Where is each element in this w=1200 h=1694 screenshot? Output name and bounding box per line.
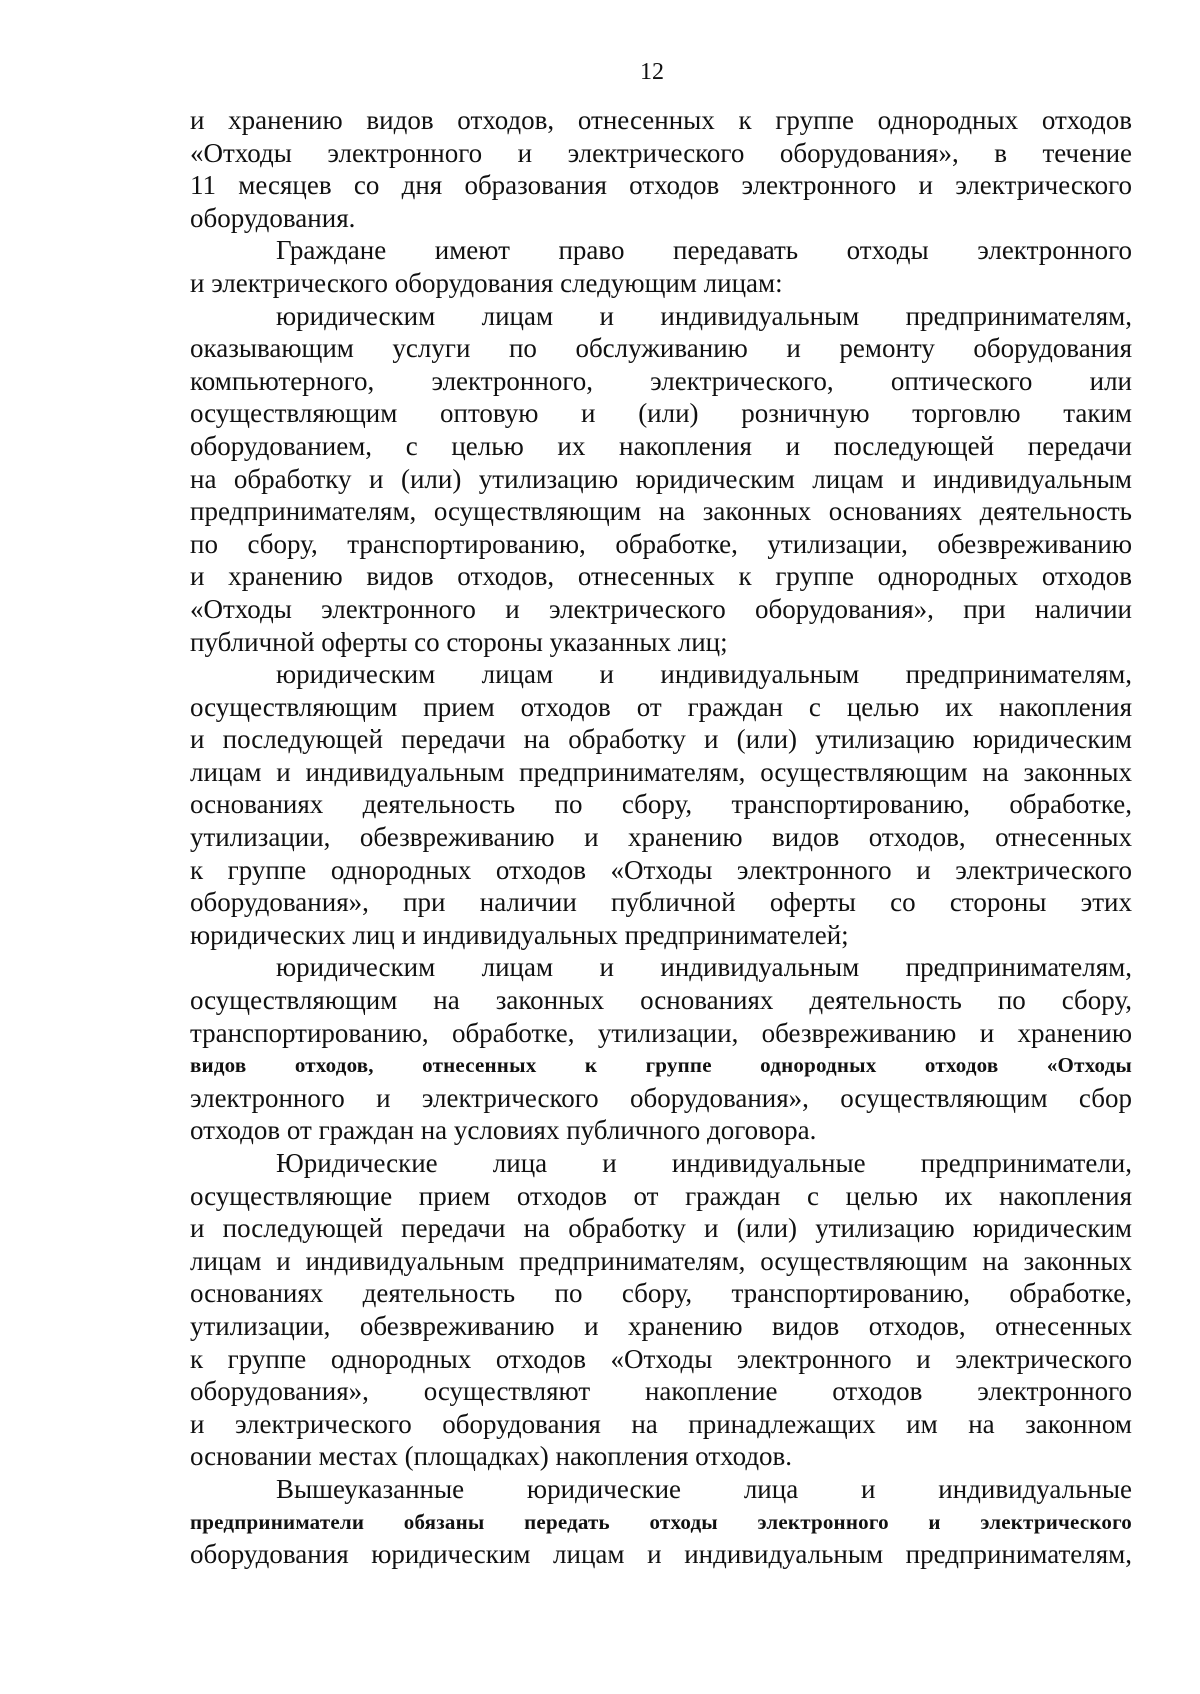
page-number: 12 xyxy=(640,59,664,85)
text-line: осуществляющим оптовую и (или) розничную торговлю таким xyxy=(190,398,1132,429)
text-line: 11 месяцев со дня образования отходов электронного и электрического xyxy=(190,170,1132,201)
text-line: основании местах (площадках) накопления отходов. xyxy=(190,1441,793,1472)
text-line: на обработку и (или) утилизацию юридическим лицам и индивидуальным xyxy=(190,463,1132,494)
text-line: «Отходы электронного и электрического оборудования», при наличии xyxy=(190,593,1132,624)
text-line: и хранению видов отходов, отнесенных к группе однородных отходов xyxy=(190,105,1132,135)
text-line: предприниматели обязаны передать отходы электронного и электрического xyxy=(190,1509,1132,1534)
text-line: транспортированию, обработке, утилизации, обезвреживанию и хранению xyxy=(190,1017,1132,1048)
text-line: оборудования. xyxy=(190,202,356,233)
text-line: юридическим лицам и индивидуальным предпринимателям, xyxy=(276,952,1132,983)
text-line: видов отходов, отнесенных к группе однородных отходов «Отходы xyxy=(190,1053,1132,1078)
text-line: компьютерного, электронного, электрического, оптического или xyxy=(190,365,1132,396)
text-line: осуществляющим на законных основаниях деятельность по сбору, xyxy=(190,985,1132,1016)
text-line: электронного и электрического оборудования», осуществляющим сбор xyxy=(190,1082,1132,1113)
text-line: основаниях деятельность по сбору, транспортированию, обработке, xyxy=(190,1278,1132,1309)
text-line: и электрического оборудования на принадлежащих им на законном xyxy=(190,1408,1132,1439)
text-line: и последующей передачи на обработку и (или) утилизацию юридическим xyxy=(190,724,1132,755)
text-line: оборудования», при наличии публичной оферты со стороны этих xyxy=(190,887,1132,918)
text-line: «Отходы электронного и электрического оборудования», в течение xyxy=(190,137,1132,168)
text-line: осуществляющие прием отходов от граждан с целью их накопления xyxy=(190,1180,1132,1211)
text-line: оборудования юридическим лицам и индивидуальным предпринимателям, xyxy=(190,1539,1132,1570)
text-line: Граждане имеют право передавать отходы электронного xyxy=(276,235,1132,266)
text-line: к группе однородных отходов «Отходы электронного и электрического xyxy=(190,854,1132,885)
text-line: и электрического оборудования следующим лицам: xyxy=(190,267,783,298)
text-line: юридическим лицам и индивидуальным предпринимателям, xyxy=(276,300,1132,331)
text-line: лицам и индивидуальным предпринимателям, осуществляющим на законных xyxy=(190,1245,1132,1276)
text-line: юридическим лицам и индивидуальным предпринимателям, xyxy=(276,659,1132,690)
text-line: Юридические лица и индивидуальные предприниматели, xyxy=(276,1148,1132,1178)
text-line: и последующей передачи на обработку и (или) утилизацию юридическим xyxy=(190,1213,1132,1244)
text-line: и хранению видов отходов, отнесенных к группе однородных отходов xyxy=(190,561,1132,592)
text-line: юридических лиц и индивидуальных предпринимателей; xyxy=(190,919,849,950)
text-line: оборудования», осуществляют накопление отходов электронного xyxy=(190,1376,1132,1407)
text-line: Вышеуказанные юридические лица и индивидуальные xyxy=(276,1473,1132,1504)
text-line: по сбору, транспортированию, обработке, утилизации, обезвреживанию xyxy=(190,528,1132,559)
text-line: оказывающим услуги по обслуживанию и ремонту оборудования xyxy=(190,333,1132,364)
text-line: оборудованием, с целью их накопления и последующей передачи xyxy=(190,430,1132,461)
text-line: лицам и индивидуальным предпринимателям, осуществляющим на законных xyxy=(190,756,1132,787)
text-line: публичной оферты со стороны указанных лиц; xyxy=(190,626,728,657)
text-line: осуществляющим прием отходов от граждан с целью их накопления xyxy=(190,691,1132,722)
text-line: предпринимателям, осуществляющим на законных основаниях деятельность xyxy=(190,496,1132,527)
text-line: к группе однородных отходов «Отходы электронного и электрического xyxy=(190,1343,1132,1374)
text-line: утилизации, обезвреживанию и хранению видов отходов, отнесенных xyxy=(190,822,1132,853)
text-line: утилизации, обезвреживанию и хранению видов отходов, отнесенных xyxy=(190,1310,1132,1341)
document-body xyxy=(190,104,1132,1571)
text-line: основаниях деятельность по сбору, транспортированию, обработке, xyxy=(190,789,1132,820)
text-line: отходов от граждан на условиях публичного договора. xyxy=(190,1115,817,1146)
